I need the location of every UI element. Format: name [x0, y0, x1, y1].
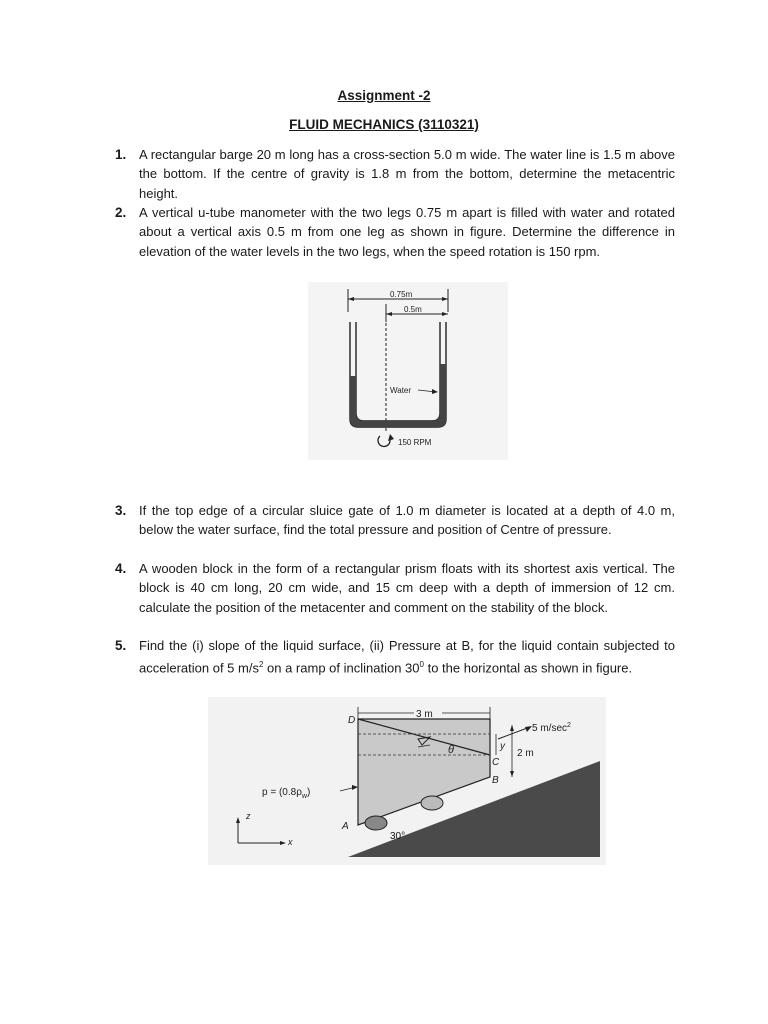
course-title: FLUID MECHANICS (3110321): [289, 117, 479, 132]
point-a-label: A: [342, 821, 349, 832]
rpm-label: 150 RPM: [398, 438, 432, 447]
question-text: A rectangular barge 20 m long has a cross-section 5.0 m wide. The water line is 1.5 m above the bottom. If the centre of gravity is 1.8 m from the bottom, determine the metacentric height.: [139, 147, 675, 201]
question-number: 1.: [115, 147, 127, 162]
question-3: [115, 501, 675, 540]
question-text: A vertical u-tube manometer with the two legs 0.75 m apart is filled with water and rotated about a vertical axis 0.5 m from one leg as shown in figure. Determine the difference in elevation of the water levels in the two legs, when the speed rotation is 150 rpm.: [139, 205, 675, 259]
question-text: Find the (i) slope of the liquid surface, (ii) Pressure at B, for the liquid contain subjected to acceleration of 5 $m/s^2$ on a ramp of inclination $30^0$ to the horizontal as shown in figure.: [139, 638, 675, 676]
dim-3m-label: 3 m: [416, 709, 433, 720]
accel-label: 5 $m/\sec^2$: [532, 722, 571, 734]
question-number: 4.: [115, 561, 127, 576]
point-d-label: D: [348, 715, 356, 726]
tank-on-ramp-figure: [208, 697, 606, 865]
point-c-label: C: [492, 757, 500, 768]
assignment-title: Assignment -2: [337, 88, 431, 103]
question-number: 5.: [115, 638, 127, 653]
question-text: A wooden block in the form of a rectangular prism floats with its shortest axis vertical. The block is 40 cm long, 20 cm wide, and 15 cm deep with a depth of immersion of 12 cm. calculate the position of the metacenter and comment on the stability of the block.: [139, 561, 675, 615]
y-label: y: [500, 741, 505, 752]
dim-2m-label: 2 m: [517, 748, 534, 759]
question-2: [115, 203, 675, 261]
question-4: [115, 559, 675, 617]
angle-label: 30°: [390, 831, 406, 842]
theta-label: θ: [448, 744, 454, 756]
pressure-label: $p = (0.8\rho_w)$: [262, 787, 311, 800]
question-number: 3.: [115, 503, 127, 518]
question-text: If the top edge of a circular sluice gate of 1.0 m diameter is located at a depth of 4.0 m, below the water surface, find the total pressure and position of Centre of pressure.: [139, 503, 675, 538]
axis-x-label: x: [288, 837, 293, 847]
water-label: Water: [390, 386, 412, 395]
dim-inner-label: 0.5m: [404, 305, 422, 314]
u-tube-manometer-figure: [308, 282, 508, 460]
question-number: 2.: [115, 205, 127, 220]
dim-outer-label: 0.75m: [390, 290, 413, 299]
point-b-label: B: [492, 775, 499, 786]
axis-z-label: z: [246, 811, 251, 821]
question-1: [115, 145, 675, 203]
question-5: [115, 636, 675, 678]
